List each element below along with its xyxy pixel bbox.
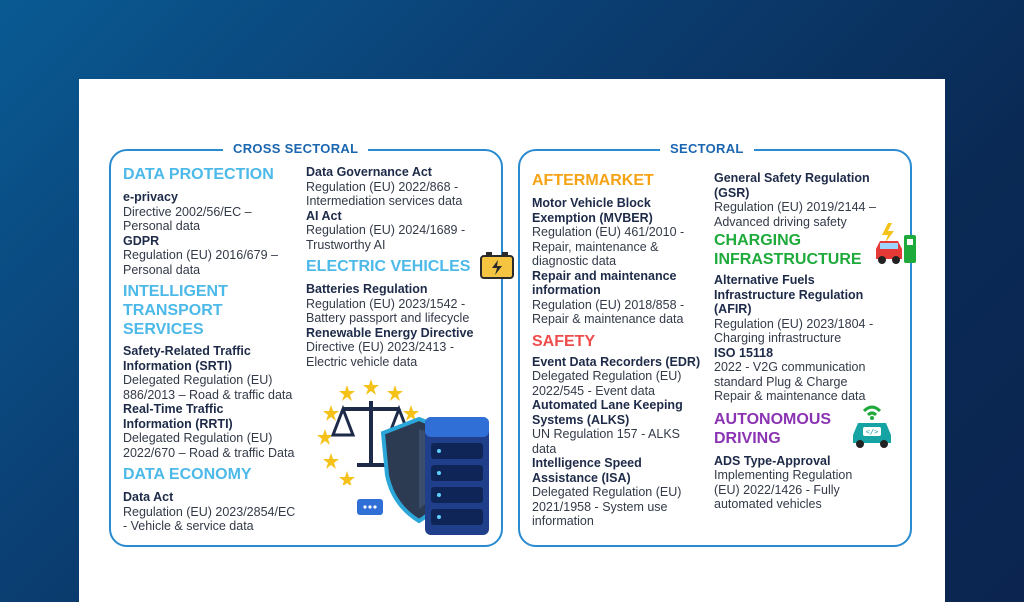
- data-economy-heading: DATA ECONOMY: [123, 466, 252, 483]
- item-desc: - Vehicle & service data: [123, 519, 254, 533]
- item-title: Exemption (MVBER): [532, 210, 653, 225]
- sectoral-title: SECTORAL: [660, 141, 754, 156]
- item-title: Event Data Recorders (EDR): [532, 354, 701, 369]
- charging-heading-line: INFRASTRUCTURE: [714, 251, 862, 268]
- item-title: Repair and maintenance: [532, 268, 677, 283]
- item-title: Data Act: [123, 490, 174, 504]
- item-desc: Delegated Regulation (EU): [532, 369, 682, 383]
- item-desc: Electric vehicle data: [306, 354, 418, 369]
- item-desc: Repair & maintenance data: [532, 312, 684, 326]
- item-desc: Directive (EU) 2023/2413 -: [306, 340, 454, 354]
- item-title: GDPR: [123, 233, 160, 248]
- item-title: (AFIR): [714, 302, 752, 316]
- connected-car-icon: [849, 401, 895, 449]
- item-desc: Delegated Regulation (EU): [123, 373, 273, 387]
- sectoral-left-column: [532, 171, 712, 529]
- item-desc: Regulation (EU) 2023/2854/EC: [123, 504, 296, 519]
- item-desc: automated vehicles: [714, 497, 822, 511]
- item-desc: Intermediation services data: [306, 194, 463, 208]
- cross-left-column: [123, 165, 313, 534]
- item-desc: Regulation (EU) 2023/1804 -: [714, 316, 874, 331]
- item-desc: Regulation (EU) 461/2010 -: [532, 225, 685, 239]
- item-title: Data Governance Act: [306, 165, 432, 179]
- electric-car-charging-icon: [872, 221, 920, 267]
- item-title: Renewable Energy Directive: [306, 325, 474, 340]
- item-desc: information: [532, 514, 594, 528]
- item-desc: Personal data: [123, 262, 201, 277]
- item-title: Intelligence Speed: [532, 456, 642, 470]
- its-heading-line: TRANSPORT: [123, 302, 223, 319]
- item-title: AI Act: [306, 208, 342, 223]
- item-desc: standard Plug & Charge: [714, 374, 848, 389]
- item-title: Batteries Regulation: [306, 282, 428, 296]
- item-desc: 886/2013 – Road & traffic data: [123, 387, 293, 402]
- item-title: e-privacy: [123, 190, 178, 204]
- item-desc: data: [532, 441, 557, 456]
- item-title: Motor Vehicle Block: [532, 196, 651, 210]
- svg-text:</>: </>: [865, 428, 879, 436]
- charging-heading-line: CHARGING: [714, 232, 802, 249]
- item-desc: Delegated Regulation (EU): [123, 431, 273, 445]
- ev-heading: ELECTRIC VEHICLES: [306, 258, 471, 275]
- item-desc: Repair, maintenance &: [532, 239, 659, 254]
- item-desc: Charging infrastructure: [714, 331, 842, 345]
- item-desc: 2022/545 - Event data: [532, 383, 656, 398]
- item-desc: Regulation (EU) 2022/868 -: [306, 179, 459, 194]
- item-desc: Trustworthy AI: [306, 237, 386, 252]
- item-title: General Safety Regulation: [714, 171, 870, 185]
- item-title: (GSR): [714, 185, 750, 200]
- autonomous-heading-line: AUTONOMOUS: [714, 410, 832, 428]
- item-title: Assistance (ISA): [532, 470, 631, 485]
- item-desc: (EU) 2022/1426 - Fully: [714, 482, 840, 497]
- item-title: Information (SRTI): [123, 358, 233, 373]
- battery-icon: [479, 251, 515, 281]
- item-desc: Personal data: [123, 219, 201, 233]
- its-heading-line: SERVICES: [123, 321, 204, 338]
- item-desc: UN Regulation 157 - ALKS: [532, 427, 681, 441]
- cross-right-column: [306, 165, 496, 369]
- item-desc: Advanced driving safety: [714, 214, 847, 229]
- its-heading-line: INTELLIGENT: [123, 283, 228, 300]
- item-desc: Implementing Regulation: [714, 468, 853, 482]
- item-desc: Repair & maintenance data: [714, 389, 866, 403]
- item-desc: 2022/670 – Road & traffic Data: [123, 445, 295, 460]
- item-desc: Regulation (EU) 2018/858 -: [532, 297, 685, 312]
- item-title: Safety-Related Traffic: [123, 344, 251, 358]
- item-title: Infrastructure Regulation: [714, 287, 864, 302]
- aftermarket-heading: AFTERMARKET: [532, 172, 654, 189]
- data-protection-heading: DATA PROTECTION: [123, 166, 274, 183]
- item-desc: Directive 2002/56/EC –: [123, 204, 252, 219]
- item-desc: diagnostic data: [532, 254, 617, 268]
- autonomous-heading-line: DRIVING: [714, 429, 781, 447]
- item-desc: Regulation (EU) 2024/1689 -: [306, 223, 466, 237]
- item-title: ADS Type-Approval: [714, 453, 831, 468]
- chat-bubble-icon: [355, 497, 385, 519]
- server-icon: [419, 409, 495, 539]
- item-title: Real-Time Traffic: [123, 402, 224, 416]
- item-desc: Regulation (EU) 2023/1542 -: [306, 296, 466, 311]
- item-title: ISO 15118: [714, 345, 774, 360]
- item-title: information: [532, 283, 601, 297]
- item-desc: 2022 - V2G communication: [714, 360, 866, 374]
- item-desc: Regulation (EU) 2016/679 –: [123, 248, 278, 262]
- item-desc: 2021/1958 - System use: [532, 499, 668, 514]
- item-title: Systems (ALKS): [532, 412, 630, 427]
- item-title: Information (RRTI): [123, 416, 233, 431]
- item-desc: Delegated Regulation (EU): [532, 485, 682, 499]
- content-card: [79, 79, 945, 602]
- safety-heading: SAFETY: [532, 332, 596, 350]
- item-title: Automated Lane Keeping: [532, 398, 683, 412]
- item-title: Alternative Fuels: [714, 273, 815, 287]
- item-desc: Battery passport and lifecycle: [306, 311, 470, 325]
- cross-sectoral-title: CROSS SECTORAL: [223, 141, 368, 156]
- item-desc: Regulation (EU) 2019/2144 –: [714, 200, 876, 214]
